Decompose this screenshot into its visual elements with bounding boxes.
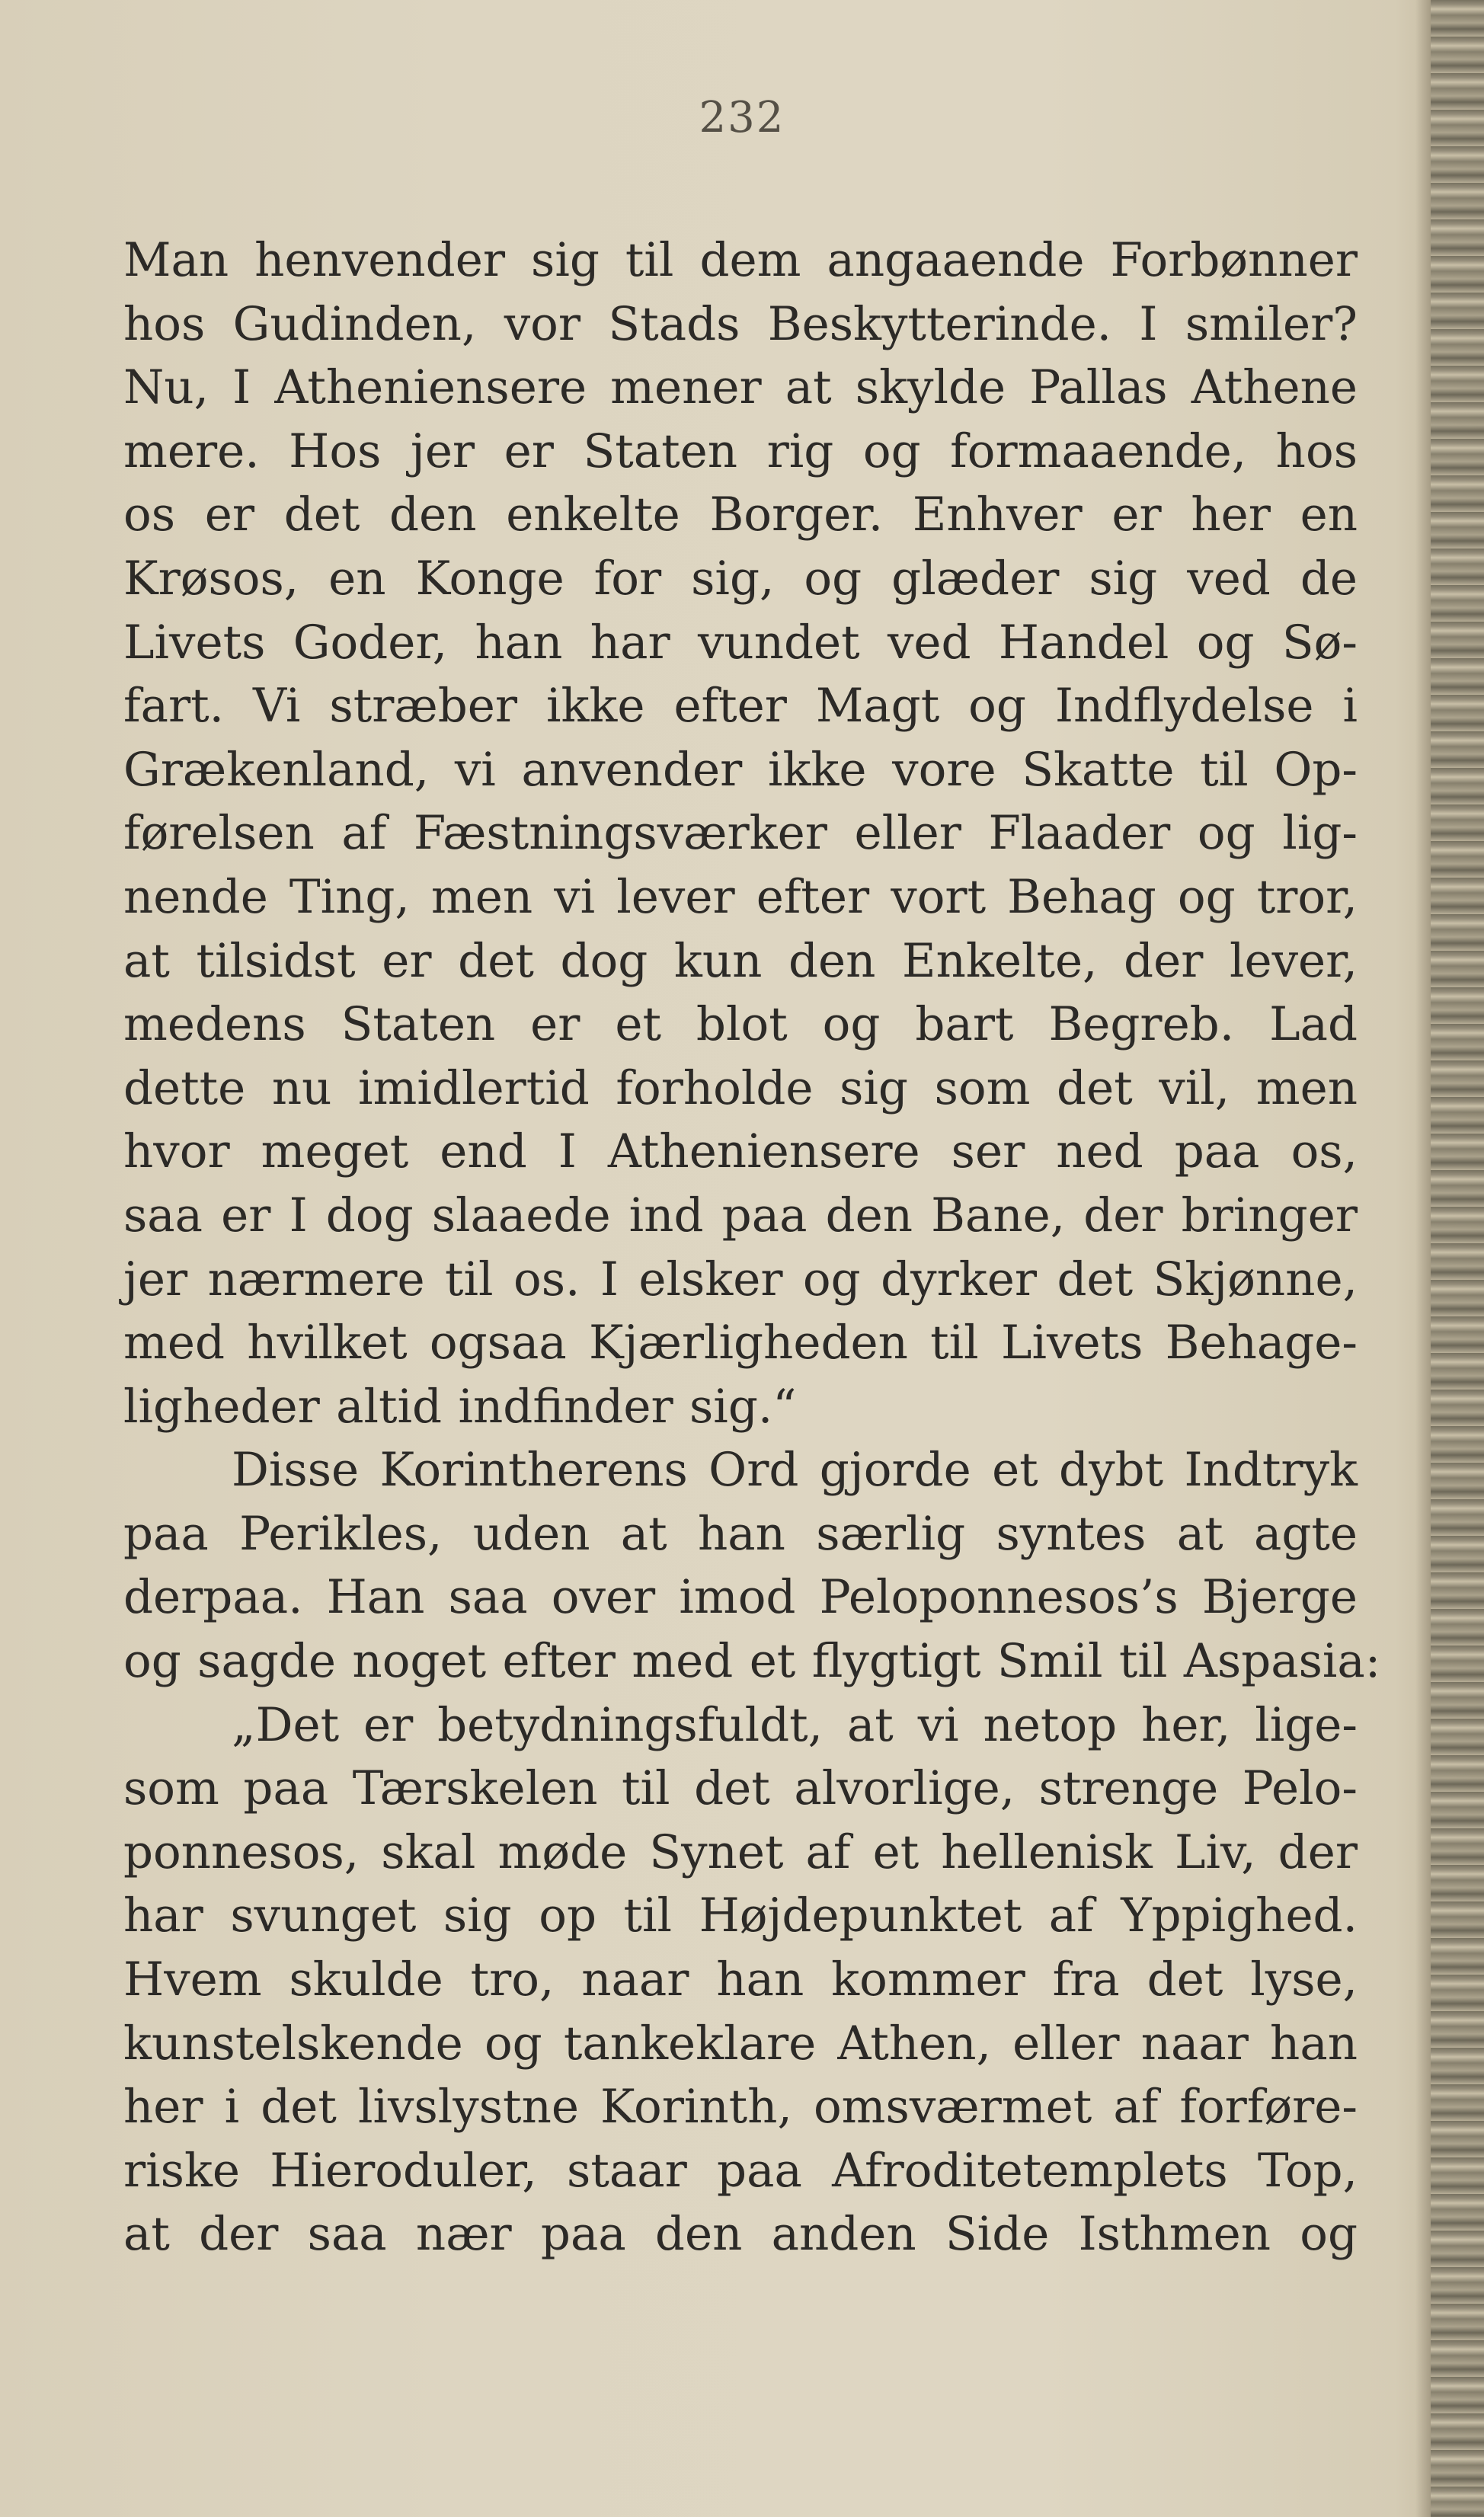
page-number: 232 [699,93,785,142]
text-line: med hvilket ogsaa Kjærligheden til Livets Behage- [123,1316,1358,1370]
text-line: som paa Tærskelen til det alvorlige, strenge Pelo- [123,1761,1358,1816]
text-line: paa Perikles, uden at han særlig syntes at agte [123,1506,1358,1561]
text-line: saa er I dog slaaede ind paa den Bane, der bringer [123,1188,1358,1243]
paragraph-start-line: Disse Korintherens Ord gjorde et dybt Indtryk [232,1443,1358,1498]
text-line: og sagde noget efter med et flygtigt Smil til Aspasia: [123,1634,1381,1689]
text-line: Hvem skulde tro, naar han kommer fra det lyse, [123,1953,1358,2007]
text-line: her i det livslystne Korinth, omsværmet af forføre- [123,2080,1358,2135]
text-line: Krøsos, en Konge for sig, og glæder sig ved de [123,551,1358,606]
page-edge [1431,0,1484,2517]
text-line: nende Ting, men vi lever efter vort Behag og tror, [123,869,1358,924]
text-line: os er det den enkelte Borger. Enhver er her en [123,488,1358,542]
text-line: Grækenland, vi anvender ikke vore Skatte til Op- [123,742,1358,797]
text-line: derpaa. Han saa over imod Peloponnesos’s Bjerge [123,1570,1358,1625]
text-line: kunstelskende og tankeklare Athen, eller naar han [123,2016,1358,2071]
page-edge-shadow [1415,0,1431,2517]
text-line: hos Gudinden, vor Stads Beskytterinde. I smiler? [123,296,1358,351]
text-line: Nu, I Atheniensere mener at skylde Pallas Athene [123,360,1358,415]
text-line: jer nærmere til os. I elsker og dyrker det Skjønne, [123,1252,1358,1306]
text-line: førelsen af Fæstningsværker eller Flaader og lig- [123,806,1358,861]
text-line: dette nu imidlertid forholde sig som det vil, men [123,1060,1358,1115]
text-line: hvor meget end I Atheniensere ser ned paa os, [123,1124,1358,1179]
text-line: riske Hieroduler, staar paa Afroditetemplets Top, [123,2143,1358,2198]
text-line: fart. Vi stræber ikke efter Magt og Indflydelse i [123,679,1358,734]
text-line: Man henvender sig til dem angaaende Forbønner [123,233,1358,287]
text-line: at der saa nær paa den anden Side Isthmen og [123,2207,1358,2262]
text-line: medens Staten er et blot og bart Begreb. Lad [123,997,1358,1052]
text-line: ponnesos, skal møde Synet af et hellenisk Liv, der [123,1825,1358,1879]
text-line: at tilsidst er det dog kun den Enkelte, der lever, [123,933,1358,988]
body-text [123,229,1381,2266]
text-line: mere. Hos jer er Staten rig og formaaende, hos [123,424,1358,478]
paragraph-start-line: „Det er betydningsfuldt, at vi netop her, lige- [232,1697,1358,1752]
text-line: Livets Goder, han har vundet ved Handel og Sø- [123,615,1358,670]
text-line: ligheder altid indfinder sig.“ [123,1379,797,1434]
text-line: har svunget sig op til Højdepunktet af Yppighed. [123,1889,1358,1943]
